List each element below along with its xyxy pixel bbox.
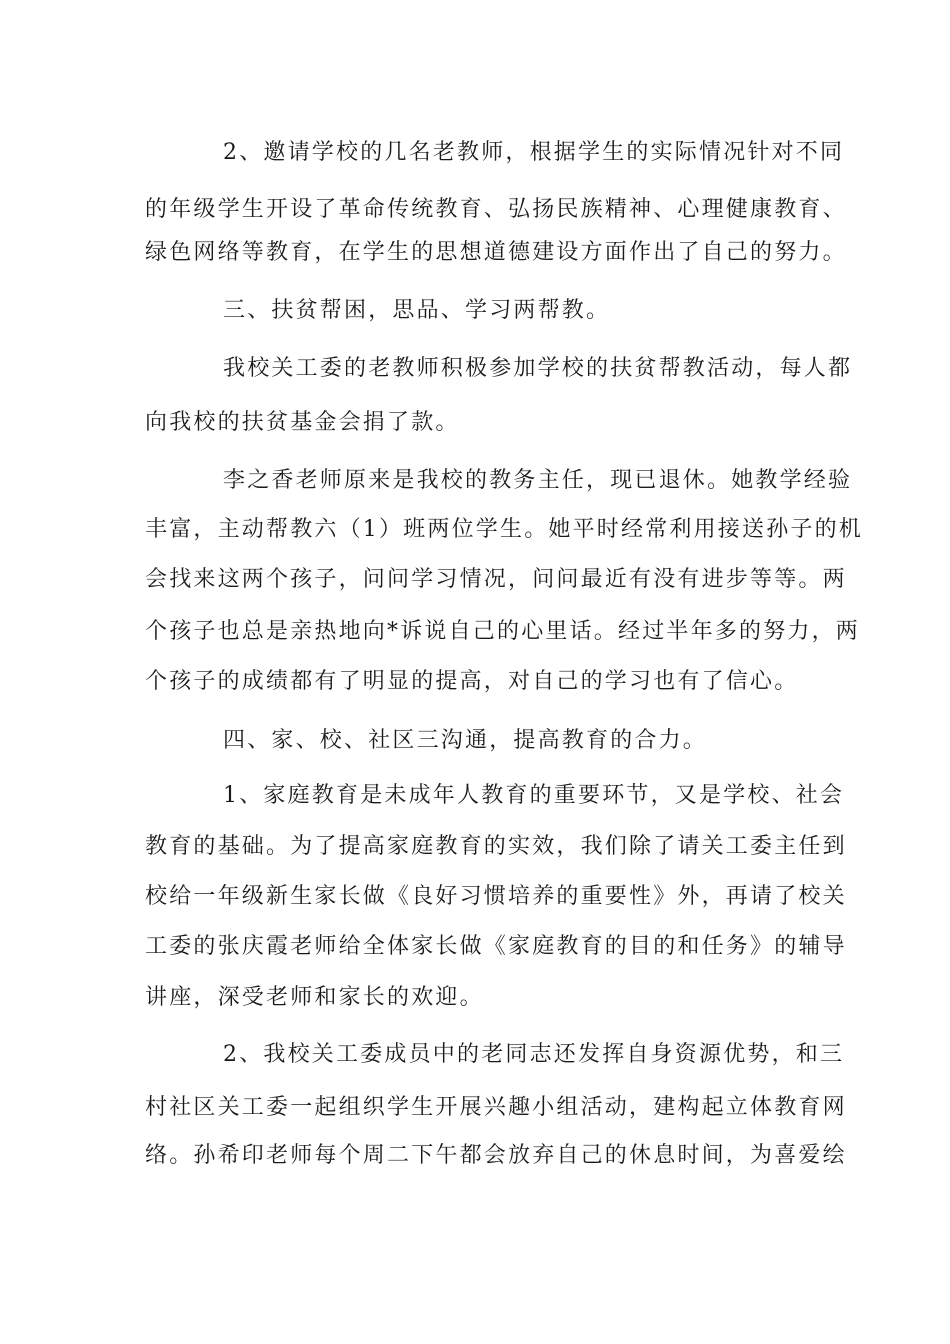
paragraph-line: 我校关工委的老教师积极参加学校的扶贫帮教活动，每人都 [223,356,853,381]
paragraph-line: 工委的张庆霞老师给全体家长做《家庭教育的目的和任务》的辅导 [145,934,847,959]
paragraph-line: 村社区关工委一起组织学生开展兴趣小组活动，建构起立体教育网 [145,1095,847,1120]
paragraph-line: 个孩子的成绩都有了明显的提高，对自己的学习也有了信心。 [145,669,799,694]
paragraph-line: 的年级学生开设了革命传统教育、弘扬民族精神、心理健康教育、 [145,197,847,222]
paragraph-line: 校给一年级新生家长做《良好习惯培养的重要性》外，再请了校关 [145,884,847,909]
paragraph-line: 教育的基础。为了提高家庭教育的实效，我们除了请关工委主任到 [145,834,847,859]
paragraph-line: 络。孙希印老师每个周二下午都会放弃自己的休息时间，为喜爱绘 [145,1143,847,1168]
paragraph-line: 2、我校关工委成员中的老同志还发挥自身资源优势，和三 [223,1042,845,1067]
paragraph-line: 向我校的扶贫基金会捐了款。 [145,410,460,435]
paragraph-line: 1、家庭教育是未成年人教育的重要环节，又是学校、社会 [223,783,845,808]
paragraph-line: 绿色网络等教育，在学生的思想道德建设方面作出了自己的努力。 [145,240,847,265]
section-heading: 四、家、校、社区三沟通，提高教育的合力。 [223,728,708,753]
paragraph-line: 丰富，主动帮教六（1）班两位学生。她平时经常利用接送孙子的机 [145,517,863,542]
section-heading: 三、扶贫帮困，思品、学习两帮教。 [223,298,611,323]
paragraph-line: 李之香老师原来是我校的教务主任，现已退休。她教学经验 [223,468,853,493]
paragraph-line: 2、邀请学校的几名老教师，根据学生的实际情况针对不同 [223,140,845,165]
paragraph-line: 个孩子也总是亲热地向*诉说自己的心里话。经过半年多的努力，两 [145,619,861,644]
paragraph-line: 讲座，深受老师和家长的欢迎。 [145,985,484,1010]
paragraph-line: 会找来这两个孩子，问问学习情况，问问最近有没有进步等等。两 [145,567,847,592]
